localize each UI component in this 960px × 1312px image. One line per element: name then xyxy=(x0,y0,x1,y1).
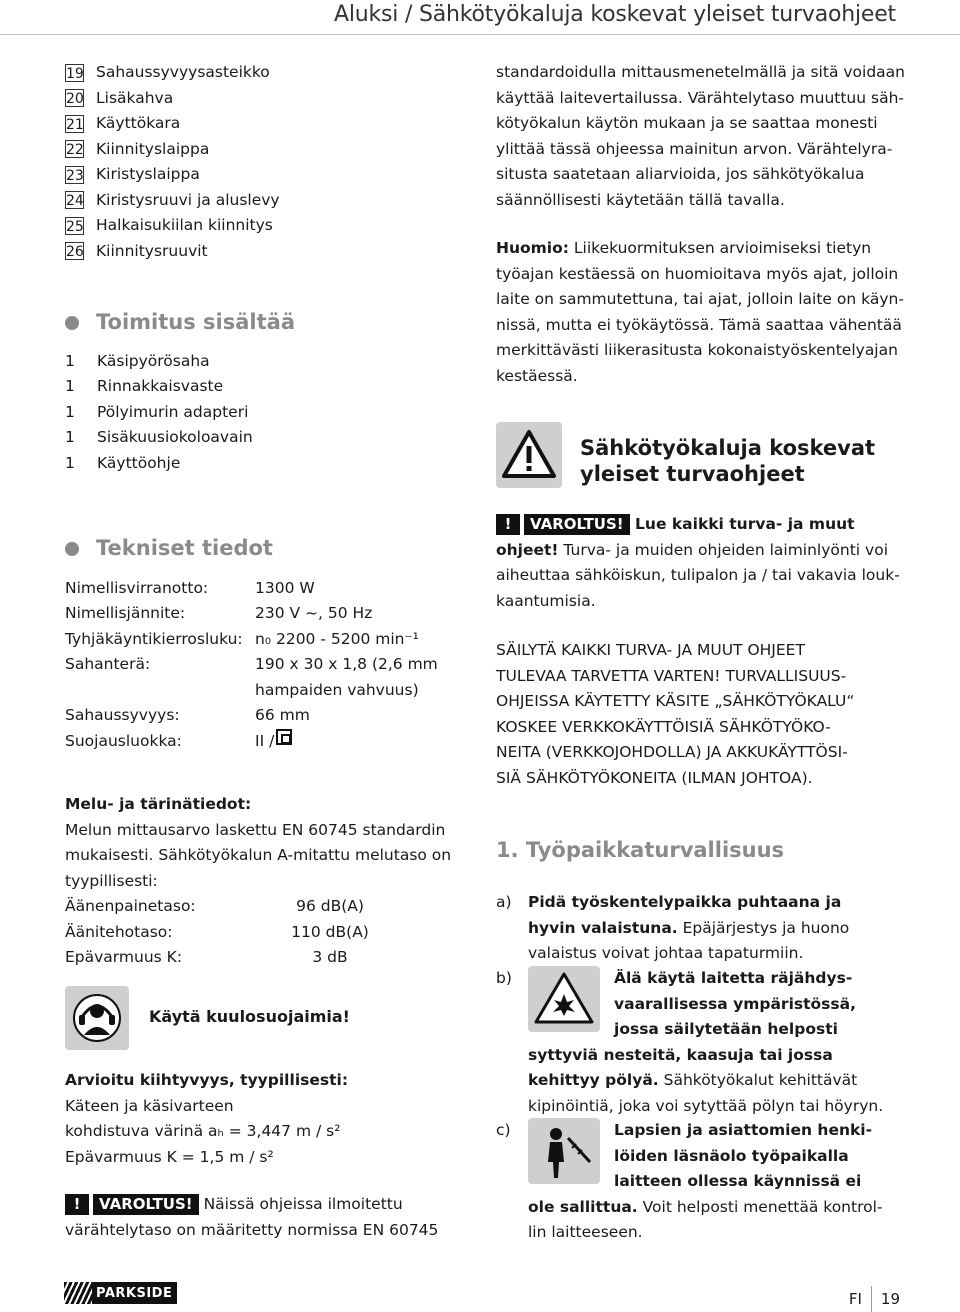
spec-value: 190 x 30 x 1,8 (2,6 mm xyxy=(255,655,438,673)
delivery-section xyxy=(65,310,295,476)
spec-value: 1300 W xyxy=(255,578,315,597)
delivery-label: Käsipyörösaha xyxy=(97,351,210,370)
part-label: Halkaisukiilan kiinnitys xyxy=(96,216,273,234)
part-number: 20 xyxy=(66,91,84,108)
warning-line: aiheuttaa sähköiskun, tulipalon ja / tai vakavia louk- xyxy=(496,566,900,584)
spec-row xyxy=(65,601,438,627)
spec-value: hampaiden vahvuus) xyxy=(255,680,419,699)
vibration-line-1: Käteen ja käsivarteen xyxy=(65,1096,234,1115)
part-item xyxy=(65,213,280,239)
delivery-item xyxy=(65,349,295,375)
delivery-item xyxy=(65,400,295,426)
delivery-item xyxy=(65,425,295,451)
spec-row xyxy=(65,652,438,678)
spec-row xyxy=(65,576,438,602)
paragraph-line: kötyökalun käytön mukaan ja se saattaa monesti xyxy=(496,114,878,132)
spec-row xyxy=(65,703,438,729)
bullet-icon xyxy=(65,316,79,330)
part-label: Kiinnitysruuvit xyxy=(96,241,208,260)
delivery-label: Pölyimurin adapteri xyxy=(97,402,249,421)
spec-value: II / xyxy=(255,731,275,750)
part-item xyxy=(65,162,280,188)
header-divider xyxy=(0,34,960,35)
delivery-qty: 1 xyxy=(65,428,75,446)
noise-section xyxy=(65,792,475,971)
ear-protection-icon xyxy=(65,986,129,1050)
part-number: 23 xyxy=(66,167,84,184)
spec-value: n₀ 2200 - 5200 min⁻¹ xyxy=(255,629,419,648)
item-a: a) Pidä työskentelypaikka puhtaana ja hyvin valaistuna. Epäjärjestys ja huono valaistus voivat johtaa tapaturmiin. xyxy=(496,893,850,962)
bullet-icon xyxy=(65,542,79,556)
part-number: 24 xyxy=(66,193,84,210)
spec-key: Nimellisvirranotto: xyxy=(65,578,209,597)
note-label: Huomio: xyxy=(496,239,569,257)
part-label: Kiinnityslaippa xyxy=(96,139,210,158)
note-line: nissä, mutta ei työkäytössä. Tämä saattaa vähentää xyxy=(496,315,902,334)
noise-list xyxy=(65,894,475,971)
vibration-warning-text: Näissä ohjeissa ilmoitettu xyxy=(198,1195,403,1213)
item-c: c) Lapsien ja asiattomien henki- löiden läsnäolo työpaikalla laitteen ollessa käynnissä ei ole sallittua. Voit helposti menettää kontrol- lin laitteeseen. xyxy=(496,1118,916,1246)
paragraph-line: ylittää tässä ohjeessa mainitun arvon. Värähtelyra- xyxy=(496,139,893,158)
paragraph-line: käyttää laitevertailussa. Värähtelytaso muuttuu säh- xyxy=(496,88,904,107)
delivery-item xyxy=(65,451,295,477)
part-label: Käyttökara xyxy=(96,114,181,132)
ear-protection-text: Käytä kuulosuojaimia! xyxy=(149,1007,350,1026)
tech-heading: Tekniset tiedot xyxy=(65,536,438,562)
item-b-line: jossa säilytetään helposti xyxy=(614,1020,838,1038)
warning-badge: VAROLTUS! xyxy=(524,514,630,535)
noise-heading: Melu- ja tärinätiedot: xyxy=(65,795,252,813)
protection-class-icon xyxy=(276,729,292,745)
part-label: Lisäkahva xyxy=(96,88,174,107)
noise-key: Epävarmuus K: xyxy=(65,948,183,966)
caps-line: TULEVAA TARVETTA VARTEN! TURVALLISUUS- xyxy=(496,666,847,685)
note-line: työajan kestäessä on huomioitava myös ajat, jolloin xyxy=(496,264,899,283)
delivery-qty: 1 xyxy=(65,453,75,472)
item-c-line: Lapsien ja asiattomien henki- xyxy=(614,1121,873,1139)
noise-row xyxy=(65,945,475,971)
part-item xyxy=(65,239,280,265)
caps-warning xyxy=(496,638,916,791)
tech-section xyxy=(65,536,438,754)
note-line: merkittävästi liikerasitusta kokonaistyöskentelyajan xyxy=(496,341,898,359)
vibration-section xyxy=(65,1068,485,1243)
item-c-line: laitteen ollessa käynnissä ei xyxy=(614,1172,862,1190)
delivery-qty: 1 xyxy=(65,402,75,421)
delivery-label: Rinnakkaisvaste xyxy=(97,377,224,395)
spec-key: Nimellisjännite: xyxy=(65,604,186,622)
spec-key xyxy=(65,678,255,704)
part-label: Kiristyslaippa xyxy=(96,165,200,183)
general-warning-icon xyxy=(496,422,562,488)
delivery-item xyxy=(65,374,295,400)
read-all-warning: ! VAROLTUS! Lue kaikki turva- ja muut ohjeet! Turva- ja muiden ohjeiden laiminlyönti voi aiheuttaa sähköiskun, tulipalon ja / tai vakavia louk- kaantumisia. xyxy=(496,512,916,614)
vibration-line-3: Epävarmuus K = 1,5 m / s² xyxy=(65,1147,274,1166)
spec-row xyxy=(65,678,438,704)
spec-value: 230 V ~, 50 Hz xyxy=(255,604,373,622)
item-b-line: vaarallisessa ympäristössä, xyxy=(614,994,856,1013)
page-number-value: 19 xyxy=(880,1290,900,1308)
noise-intro-2: mukaisesti. Sähkötyökalun A-mitattu melutaso on xyxy=(65,846,452,864)
part-item xyxy=(65,86,280,112)
page-number-divider xyxy=(871,1286,872,1312)
logo-stripes xyxy=(64,1282,92,1304)
noise-key: Äänitehotaso: xyxy=(65,922,173,941)
noise-intro-3: tyypillisesti: xyxy=(65,871,158,890)
delivery-qty: 1 xyxy=(65,351,75,370)
spec-key: Sahaussyvyys: xyxy=(65,706,180,724)
noise-row xyxy=(65,894,475,920)
part-number: 25 xyxy=(66,218,84,235)
part-item xyxy=(65,111,280,137)
part-number: 21 xyxy=(66,116,84,133)
spec-key: Tyhjäkäyntikierrosluku: xyxy=(65,629,243,648)
language-code: FI xyxy=(848,1290,862,1308)
explosion-warning-icon xyxy=(528,966,610,1032)
section-heading: 1. Työpaikkaturvallisuus xyxy=(496,838,785,862)
warning-line: kaantumisia. xyxy=(496,591,596,610)
note-line: kestäessä. xyxy=(496,366,578,385)
noise-value: 96 dB(A) xyxy=(296,897,364,915)
warning-triangle-icon: ! xyxy=(496,514,520,535)
part-label: Kiristysruuvi ja aluslevy xyxy=(96,190,280,209)
spec-row xyxy=(65,729,438,755)
part-item xyxy=(65,137,280,163)
note-line: laite on sammutettuna, tai ajat, jolloin laite on käyn- xyxy=(496,290,904,308)
paragraph-line: standardoidulla mittausmenetelmällä ja sitä voidaan xyxy=(496,63,905,81)
noise-intro-1: Melun mittausarvo laskettu EN 60745 standardin xyxy=(65,820,446,839)
noise-key: Äänenpainetaso: xyxy=(65,897,196,915)
vibration-continued xyxy=(496,60,916,213)
children-warning-icon xyxy=(528,1118,610,1184)
item-b-line: Älä käytä laitetta räjähdys- xyxy=(614,969,853,987)
caps-line: KOSKEE VERKKOKÄYTTÖISIÄ SÄHKÖTYÖKO- xyxy=(496,717,831,736)
part-item xyxy=(65,188,280,214)
tech-list xyxy=(65,576,438,755)
safety-heading: Sähkötyökaluja koskevat yleiset turvaohjeet xyxy=(580,436,876,486)
caps-line: SÄILYTÄ KAIKKI TURVA- JA MUUT OHJEET xyxy=(496,641,805,659)
part-label: Sahaussyvyysasteikko xyxy=(96,63,270,81)
parts-list xyxy=(65,60,280,264)
spec-key: Suojausluokka: xyxy=(65,731,182,750)
part-number: 19 xyxy=(66,65,84,82)
note-first-line: Liikekuormituksen arvioimiseksi tietyn xyxy=(568,239,872,257)
vibration-line-2: kohdistuva värinä aₕ = 3,447 m / s² xyxy=(65,1122,341,1140)
caps-line: NEITA (VERKKOJOHDOLLA) JA AKKUKÄYTTÖSI- xyxy=(496,743,848,761)
item-c-line: löiden läsnäolo työpaikalla xyxy=(614,1146,849,1165)
paragraph-line: säännöllisesti käytetään tällä tavalla. xyxy=(496,190,785,209)
page-number xyxy=(849,1286,900,1312)
vibration-warning xyxy=(65,1192,485,1218)
noise-value: 110 dB(A) xyxy=(291,922,369,941)
spec-value: 66 mm xyxy=(255,706,310,724)
delivery-heading: Toimitus sisältää xyxy=(65,310,295,336)
caps-line: OHJEISSA KÄYTETTY KÄSITE „SÄHKÖTYÖKALU“ xyxy=(496,692,855,710)
part-number: 26 xyxy=(66,244,84,261)
spec-row xyxy=(65,627,438,653)
paragraph-line: situsta saatetaan aliarvioida, jos sähkötyökalua xyxy=(496,165,865,183)
vibration-warning-text-2: värähtelytaso on määritetty normissa EN 60745 xyxy=(65,1220,439,1239)
noise-value: 3 dB xyxy=(312,948,348,966)
note-paragraph xyxy=(496,236,916,389)
delivery-qty: 1 xyxy=(65,377,75,395)
delivery-list xyxy=(65,349,295,477)
vibration-heading: Arvioitu kiihtyvyys, tyypillisesti: xyxy=(65,1071,349,1089)
delivery-label: Sisäkuusiokoloavain xyxy=(97,428,253,446)
item-b: b) Älä käytä laitetta räjähdys- vaarallisessa ympäristössä, jossa säilytetään helposti syttyviä nesteitä, kaasuja tai jossa kehittyy pölyä. Sähkötyökalut kehittävät kipinöintiä, joka voi sytyttää pölyn tai höyryn. xyxy=(496,966,916,1119)
page-header-title: Aluksi / Sähkötyökaluja koskevat yleiset turvaohjeet xyxy=(333,2,896,27)
caps-line: SIÄ SÄHKÖTYÖKONEITA (ILMAN JOHTOA). xyxy=(496,768,813,787)
noise-row xyxy=(65,920,475,946)
parkside-logo: PARKSIDE xyxy=(64,1282,177,1304)
part-number: 22 xyxy=(66,142,84,159)
delivery-label: Käyttöohje xyxy=(97,453,181,472)
part-item xyxy=(65,60,280,86)
warning-badge: VAROLTUS! xyxy=(93,1194,199,1215)
spec-key: Sahanterä: xyxy=(65,655,151,673)
warning-triangle-icon: ! xyxy=(65,1194,89,1215)
